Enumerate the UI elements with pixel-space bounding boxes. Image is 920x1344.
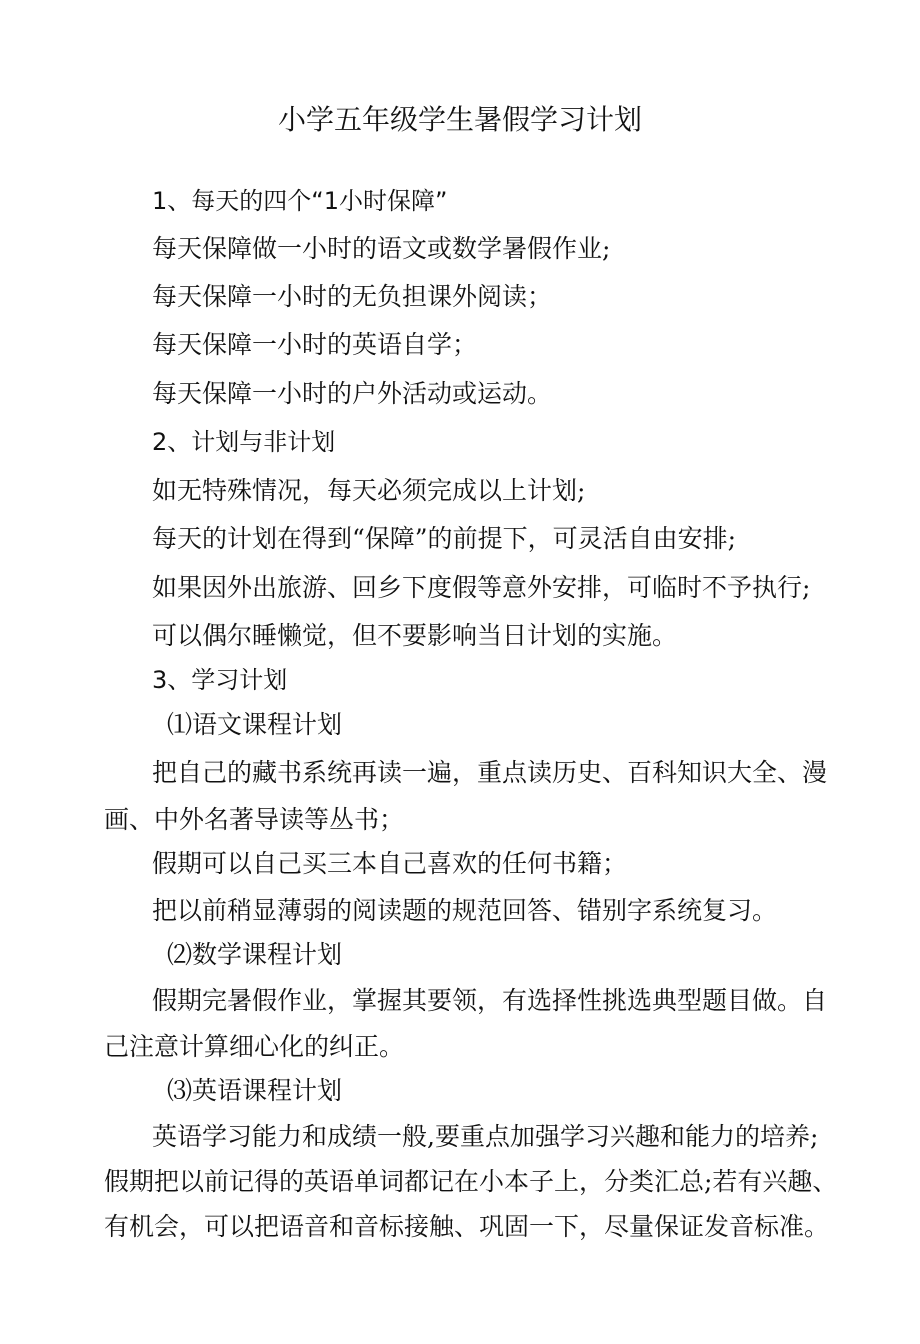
paragraph-line: 如无特殊情况，每天必须完成以上计划; (152, 476, 586, 505)
subsection-label: ⑶英语课程计划 (167, 1076, 343, 1105)
subsection-label: ⑴语文课程计划 (167, 710, 343, 739)
paragraph-line: 己注意计算细心化的纠正。 (104, 1032, 405, 1061)
paragraph-line: 每天保障一小时的无负担课外阅读； (152, 282, 553, 311)
paragraph-line: 把以前稍显薄弱的阅读题的规范回答、错别字系统复习。 (152, 896, 778, 925)
paragraph-line: 有机会，可以把语音和音标接触、巩固一下，尽量保证发音标准。 (104, 1212, 830, 1241)
paragraph-line: 每天保障一小时的英语自学； (152, 330, 478, 359)
paragraph-line: 假期可以自己买三本自己喜欢的任何书籍； (152, 849, 628, 878)
section-heading: 3、学习计划 (152, 666, 288, 694)
paragraph-line: 假期完暑假作业，掌握其要领，有选择性挑选典型题目做。自 (152, 986, 828, 1015)
paragraph-line: 英语学习能力和成绩一般,要重点加强学习兴趣和能力的培养; (152, 1122, 819, 1151)
paragraph-line: 每天保障一小时的户外活动或运动。 (152, 379, 553, 408)
paragraph-line: 把自己的藏书系统再读一遍，重点读历史、百科知识大全、漫 (152, 758, 828, 787)
paragraph-line: 可以偶尔睡懒觉，但不要影响当日计划的实施。 (152, 621, 678, 650)
subsection-label: ⑵数学课程计划 (167, 940, 343, 969)
section-heading: 2、计划与非计划 (152, 428, 336, 456)
paragraph-line: 每天保障做一小时的语文或数学暑假作业; (152, 234, 611, 263)
paragraph-line: 画、中外名著导读等丛书； (104, 805, 405, 834)
section-heading: 1、每天的四个“1小时保障” (152, 187, 448, 215)
paragraph-line: 假期把以前记得的英语单词都记在小本子上，分类汇总;若有兴趣、 (104, 1167, 838, 1196)
paragraph-line: 如果因外出旅游、回乡下度假等意外安排，可临时不予执行; (152, 573, 811, 602)
document-title: 小学五年级学生暑假学习计划 (277, 103, 642, 136)
paragraph-line: 每天的计划在得到“保障”的前提下，可灵活自由安排; (152, 524, 736, 553)
